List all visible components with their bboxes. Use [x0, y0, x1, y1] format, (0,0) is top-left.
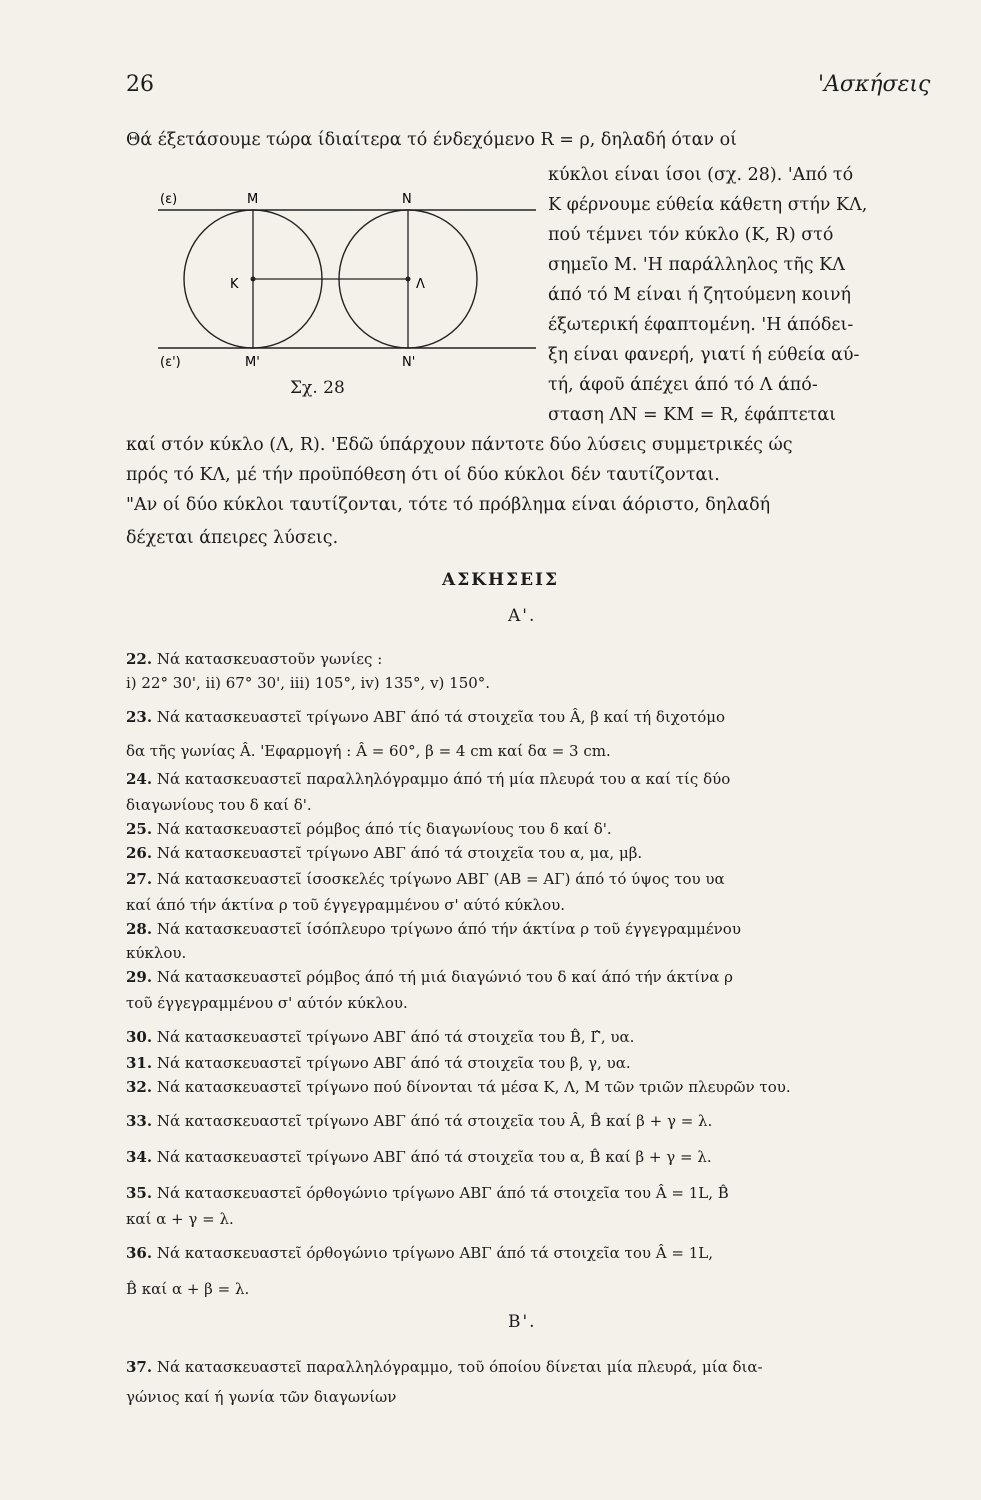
- exercise-text: Νά κατασκευαστεῖ τρίγωνο πού δίνονται τά μέσα Κ, Λ, Μ τῶν τριῶν πλευρῶν του.: [156, 1078, 791, 1096]
- exercise-text: Νά κατασκευαστεῖ παραλληλόγραμμο, τοῦ όποίου δίνεται μία πλευρά, μία δια-: [156, 1358, 763, 1376]
- exercise-number: 34.: [126, 1148, 153, 1166]
- exercise-text: Νά κατασκευαστεῖ τρίγωνο ΑΒΓ άπό τά στοιχεῖα του α, μα, μβ.: [156, 844, 643, 862]
- exercise-number: 33.: [126, 1112, 153, 1130]
- point-l: [406, 277, 411, 282]
- intro-line: πρός τό ΚΛ, μέ τήν προϋπόθεση ότι οί δύο κύκλοι δέν ταυτίζονται.: [126, 465, 720, 485]
- exercise-text: δα τῆς γωνίας Â. 'Εφαρμογή : Â = 60°, β = 4 cm καί δα = 3 cm.: [126, 742, 611, 760]
- exercise-text: Νά κατασκευαστεῖ τρίγωνο ΑΒΓ άπό τά στοιχεῖα του β, γ, υα.: [156, 1054, 631, 1072]
- exercise-text: Νά κατασκευαστεῖ ίσόπλευρο τρίγωνο άπό τήν άκτίνα ρ τοῦ έγγεγραμμένου: [156, 920, 741, 938]
- exercise-text: Νά κατασκευαστεῖ τρίγωνο ΑΒΓ άπό τά στοιχεῖα του Â, β καί τή διχοτόμο: [156, 708, 726, 726]
- exercise-text: i) 22° 30', ii) 67° 30', iii) 105°, iv) 135°, v) 150°.: [126, 674, 491, 692]
- figure-28: [158, 190, 538, 390]
- intro-line: πού τέμνει τόν κύκλο (Κ, R) στό: [548, 225, 834, 245]
- intro-line: ξη είναι φανερή, γιατί ή εύθεία αύ-: [548, 345, 860, 365]
- exercise-number: 30.: [126, 1028, 153, 1046]
- intro-line: τή, άφοῦ άπέχει άπό τό Λ άπό-: [548, 375, 818, 395]
- exercise-text: Νά κατασκευαστεῖ όρθογώνιο τρίγωνο ΑΒΓ άπό τά στοιχεῖα του Â = 1L,: [156, 1244, 713, 1262]
- exercise-number: 28.: [126, 920, 153, 938]
- exercise-text: διαγωνίους του δ καί δ'.: [126, 796, 312, 814]
- exercise-text: Νά κατασκευαστεῖ ρόμβος άπό τή μιά διαγώνιό του δ καί άπό τήν άκτίνα ρ: [156, 968, 733, 986]
- intro-line: δέχεται άπειρες λύσεις.: [126, 528, 339, 548]
- figure-caption: Σχ. 28: [290, 378, 345, 398]
- label-n-prime: Ν': [402, 355, 416, 370]
- exercise-text: Νά κατασκευαστοῦν γωνίες :: [156, 650, 383, 668]
- label-m: Μ: [247, 192, 259, 207]
- exercise-text: τοῦ έγγεγραμμένου σ' αύτόν κύκλου.: [126, 994, 408, 1012]
- exercise-text: Νά κατασκευαστεῖ ίσοσκελές τρίγωνο ΑΒΓ (ΑΒ = ΑΓ) άπό τό ύψος του υα: [156, 870, 725, 888]
- label-m-prime: Μ': [245, 355, 260, 370]
- exercise-text: Νά κατασκευαστεῖ ρόμβος άπό τίς διαγωνίους του δ καί δ'.: [156, 820, 612, 838]
- label-n: Ν: [402, 192, 412, 207]
- intro-line: "Αν οί δύο κύκλοι ταυτίζονται, τότε τό πρόβλημα είναι άόριστο, δηλαδή: [126, 495, 771, 515]
- section-title: ΑΣΚΗΣΕΙΣ: [442, 570, 559, 590]
- exercise-text: B̂ καί α + β = λ.: [126, 1280, 250, 1298]
- label-e-prime: (ε'): [160, 355, 181, 370]
- exercise-number: 31.: [126, 1054, 153, 1072]
- intro-line: Κ φέρνουμε εύθεία κάθετη στήν ΚΛ,: [548, 195, 868, 215]
- intro-line: σημεῖο Μ. 'Η παράλληλος τῆς ΚΛ: [548, 255, 845, 275]
- exercise-text: Νά κατασκευαστεῖ τρίγωνο ΑΒΓ άπό τά στοιχεῖα του α, B̂ καί β + γ = λ.: [156, 1148, 712, 1166]
- exercise-text: γώνιος καί ή γωνία τῶν διαγωνίων: [126, 1388, 397, 1406]
- exercise-number: 36.: [126, 1244, 153, 1262]
- intro-line: κύκλοι είναι ίσοι (σχ. 28). 'Από τό: [548, 165, 854, 185]
- intro-line: σταση ΛΝ = ΚΜ = R, έφάπτεται: [548, 405, 837, 425]
- exercise-text: Νά κατασκευαστεῖ τρίγωνο ΑΒΓ άπό τά στοιχεῖα του Â, B̂ καί β + γ = λ.: [156, 1112, 713, 1130]
- exercise-number: 22.: [126, 650, 153, 668]
- page-number: 26: [126, 72, 154, 97]
- label-l: Λ: [416, 277, 425, 292]
- exercise-number: 32.: [126, 1078, 153, 1096]
- running-title: 'Ασκήσεις: [818, 72, 931, 97]
- label-k: Κ: [230, 277, 239, 292]
- point-k: [251, 277, 256, 282]
- exercise-number: 23.: [126, 708, 153, 726]
- exercise-text: κύκλου.: [126, 944, 187, 962]
- part-a-heading: Α'.: [508, 606, 537, 626]
- intro-line: άπό τό Μ είναι ή ζητούμενη κοινή: [548, 285, 851, 305]
- exercise-number: 35.: [126, 1184, 153, 1202]
- intro-line: Θά έξετάσουμε τώρα ίδιαίτερα τό ένδεχόμενο R = ρ, δηλαδή όταν οί: [126, 130, 738, 150]
- exercise-number: 26.: [126, 844, 153, 862]
- exercise-number: 29.: [126, 968, 153, 986]
- exercise-number: 27.: [126, 870, 153, 888]
- exercise-text: Νά κατασκευαστεῖ τρίγωνο ΑΒΓ άπό τά στοιχεῖα του B̂, Γ̂, υα.: [156, 1028, 635, 1046]
- exercise-number: 37.: [126, 1358, 153, 1376]
- part-b-heading: Β'.: [508, 1312, 537, 1332]
- exercise-number: 25.: [126, 820, 153, 838]
- intro-line: καί στόν κύκλο (Λ, R). 'Εδῶ ύπάρχουν πάντοτε δύο λύσεις συμμετρικές ώς: [126, 435, 793, 455]
- exercise-text: Νά κατασκευαστεῖ όρθογώνιο τρίγωνο ΑΒΓ άπό τά στοιχεῖα του Â = 1L, B̂: [156, 1184, 729, 1202]
- intro-line: έξωτερική έφαπτομένη. 'Η άπόδει-: [548, 315, 854, 335]
- label-e: (ε): [160, 192, 178, 207]
- exercise-text: Νά κατασκευαστεῖ παραλληλόγραμμο άπό τή μία πλευρά του α καί τίς δύο: [156, 770, 731, 788]
- exercise-text: καί άπό τήν άκτίνα ρ τοῦ έγγεγραμμένου σ' αύτό κύκλου.: [126, 896, 566, 914]
- exercise-text: καί α + γ = λ.: [126, 1210, 234, 1228]
- exercise-number: 24.: [126, 770, 153, 788]
